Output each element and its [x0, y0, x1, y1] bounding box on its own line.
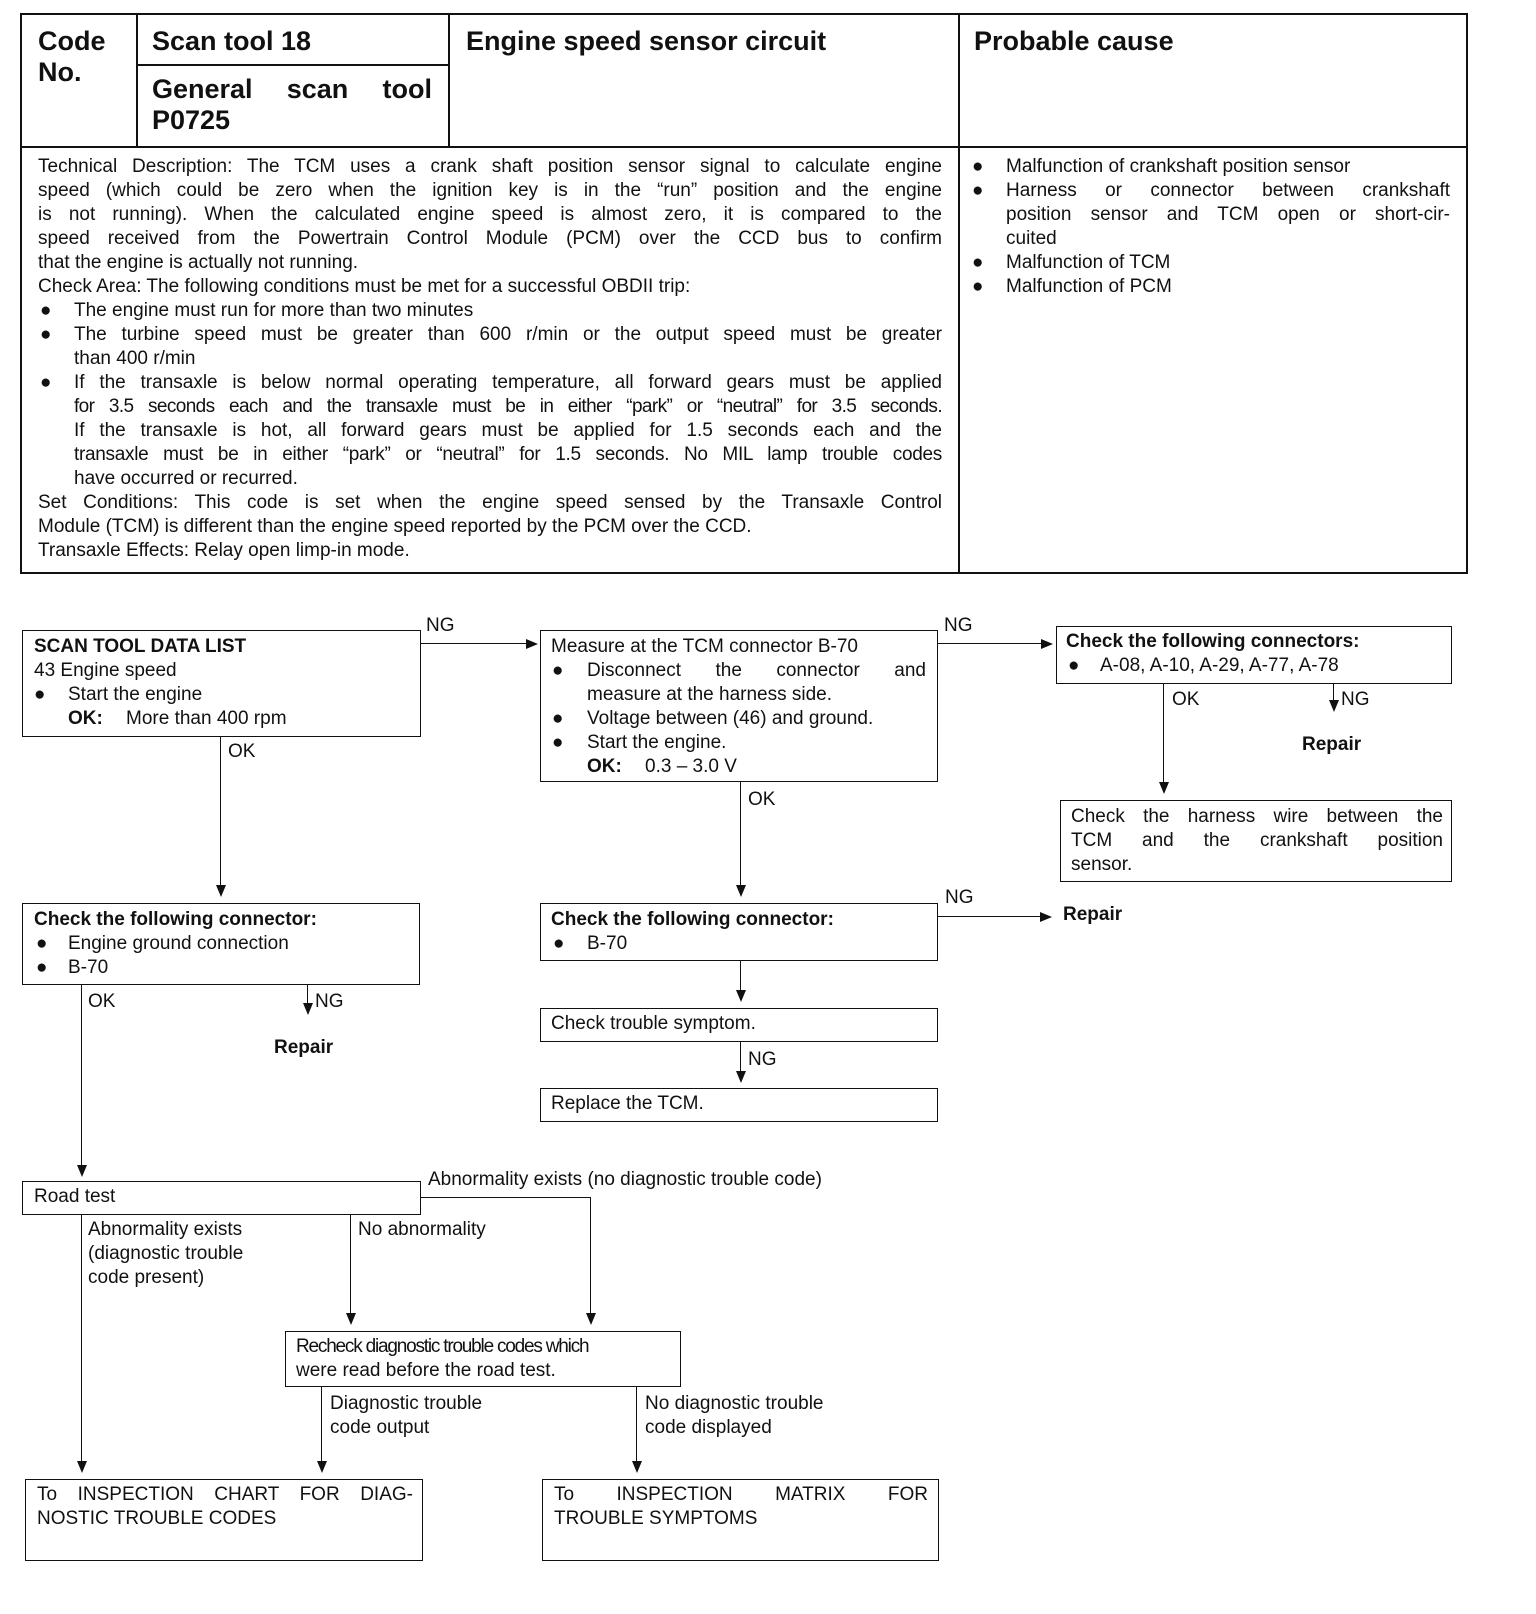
no-abnormality-label: No abnormality	[358, 1219, 486, 1240]
ng-label: NG	[315, 991, 344, 1012]
ok-label: OK:	[587, 756, 622, 777]
dtc-output-label: Diagnostic trouble	[330, 1393, 483, 1414]
replace-tcm-text: Replace the TCM.	[551, 1093, 704, 1114]
check-area-bullet: The turbine speed must be greater than 600 r/min or the output speed must be greater	[74, 324, 942, 345]
bullet-icon: ●	[972, 156, 984, 177]
arrow-down-icon	[303, 1003, 313, 1015]
ground-box-bullet: B-70	[68, 957, 109, 978]
code-no-label: Code No.	[38, 26, 106, 87]
abnormality-code-label: (diagnostic trouble	[88, 1243, 244, 1264]
bullet-icon: ●	[552, 660, 564, 681]
ok-label: OK	[748, 789, 776, 810]
connectors-box-title: Check the following connectors:	[1066, 631, 1360, 652]
probable-cause-title: Probable cause	[974, 26, 1174, 56]
flow-line	[220, 737, 221, 887]
dtc-output-label: code output	[330, 1417, 430, 1438]
ng-label: NG	[944, 615, 973, 636]
bullet-icon: ●	[552, 732, 564, 753]
inspection-matrix-text: TROUBLE SYMPTOMS	[554, 1508, 758, 1529]
abnormality-code-label: code present)	[88, 1267, 205, 1288]
check-area-bullet: have occurred or recurred.	[74, 468, 298, 489]
flow-line	[938, 916, 1041, 917]
circuit-title: Engine speed sensor circuit	[466, 26, 827, 56]
dtc-code: P0725	[152, 105, 231, 135]
ng-label: NG	[1341, 689, 1370, 710]
ok-label: OK:	[68, 708, 103, 729]
flow-line	[81, 1215, 82, 1463]
recheck-dtc-text: were read before the road test.	[296, 1360, 556, 1381]
arrow-down-icon	[346, 1313, 356, 1325]
harness-box-line: sensor.	[1071, 854, 1133, 875]
harness-box-line: Check the harness wire between the	[1071, 806, 1443, 827]
arrow-down-icon	[77, 1165, 87, 1177]
flow-line	[307, 985, 308, 1005]
bullet-icon: ●	[36, 957, 48, 978]
ground-box-bullet: Engine ground connection	[68, 933, 289, 954]
arrow-down-icon	[736, 1071, 746, 1083]
arrow-down-icon	[317, 1461, 327, 1473]
inspection-chart-text: To INSPECTION CHART FOR DIAG-	[37, 1484, 413, 1505]
bullet-icon: ●	[40, 372, 52, 393]
no-dtc-label: No diagnostic trouble	[645, 1393, 824, 1414]
measure-box-bullet: Voltage between (46) and ground.	[587, 708, 874, 729]
cause-item: Malfunction of TCM	[1006, 252, 1171, 273]
arrow-down-icon	[632, 1461, 642, 1473]
ng-label: NG	[748, 1049, 777, 1070]
description-line: speed received from the Powertrain Control Module (PCM) over the CCD bus to confirm	[38, 228, 942, 249]
description-line: that the engine is actually not running.	[38, 252, 359, 273]
ok-label: OK	[1172, 689, 1200, 710]
flow-line	[1163, 684, 1164, 784]
flow-line	[81, 985, 82, 1167]
flow-line	[321, 1387, 322, 1463]
arrow-down-icon	[216, 885, 226, 897]
bullet-icon: ●	[553, 933, 565, 954]
description-line: Technical Description: The TCM uses a crank shaft position sensor signal to calculate engine	[38, 156, 942, 177]
flow-line	[350, 1215, 351, 1315]
flow-line	[938, 643, 1042, 644]
ok-label: OK	[228, 741, 256, 762]
arrow-down-icon	[77, 1461, 87, 1473]
b70-box-title: Check the following connector:	[551, 909, 834, 930]
harness-box-line: TCM and the crankshaft position	[1071, 830, 1443, 851]
scan-tool-box-bullet: Start the engine	[68, 684, 203, 705]
divider	[20, 146, 1468, 148]
divider	[958, 14, 960, 573]
check-area-bullet: for 3.5 seconds each and the transaxle must be in either “park” or “neutral” for 3.5 seconds.	[74, 396, 942, 417]
ok-value: More than 400 rpm	[126, 708, 287, 729]
arrow-down-icon	[736, 885, 746, 897]
bullet-icon: ●	[972, 252, 984, 273]
divider	[448, 14, 450, 147]
bullet-icon: ●	[34, 684, 46, 705]
flow-line	[636, 1387, 637, 1463]
flow-line	[590, 1197, 591, 1315]
abnormality-no-code-label: Abnormality exists (no diagnostic trouble code)	[428, 1169, 822, 1190]
description-line: Check Area: The following conditions must be met for a successful OBDII trip:	[38, 276, 691, 297]
bullet-icon: ●	[1068, 655, 1080, 676]
measure-box-bullet: Start the engine.	[587, 732, 727, 753]
trouble-symptom-text: Check trouble symptom.	[551, 1013, 756, 1034]
divider	[136, 64, 449, 66]
description-line: Transaxle Effects: Relay open limp-in mode.	[38, 540, 410, 561]
flow-line	[740, 961, 741, 991]
ng-label: NG	[945, 887, 974, 908]
description-line: speed (which could be zero when the ignition key is in the “run” position and the engine	[38, 180, 942, 201]
cause-item: position sensor and TCM open or short-cir-	[1006, 204, 1450, 225]
repair-label: Repair	[274, 1037, 334, 1058]
bullet-icon: ●	[972, 180, 984, 201]
inspection-chart-text: NOSTIC TROUBLE CODES	[37, 1508, 277, 1529]
inspection-matrix-text: To INSPECTION MATRIX FOR	[554, 1484, 928, 1505]
check-area-bullet: than 400 r/min	[74, 348, 196, 369]
arrow-down-icon	[1159, 782, 1169, 794]
check-area-bullet: transaxle must be in either “park” or “neutral” for 1.5 seconds. No MIL lamp trouble codes	[74, 444, 942, 465]
flow-line	[421, 1197, 591, 1198]
cause-item: Malfunction of PCM	[1006, 276, 1172, 297]
flow-line	[740, 1042, 741, 1072]
divider	[136, 14, 138, 147]
scan-tool-box-title: SCAN TOOL DATA LIST	[34, 636, 247, 657]
arrow-down-icon	[736, 990, 746, 1002]
bullet-icon: ●	[40, 300, 52, 321]
arrow-down-icon	[586, 1313, 596, 1325]
b70-box-bullet: B-70	[587, 933, 628, 954]
arrow-right-icon	[526, 639, 538, 649]
recheck-dtc-text: Recheck diagnostic trouble codes which	[296, 1336, 589, 1357]
ng-label: NG	[426, 615, 455, 636]
measure-box-bullet: Disconnect the connector and	[587, 660, 926, 681]
repair-label: Repair	[1302, 734, 1362, 755]
ok-label: OK	[88, 991, 116, 1012]
bullet-icon: ●	[36, 933, 48, 954]
bullet-icon: ●	[552, 708, 564, 729]
check-area-bullet: If the transaxle is below normal operating temperature, all forward gears must be applied	[74, 372, 942, 393]
measure-box-bullet: measure at the harness side.	[587, 684, 833, 705]
cause-item: Harness or connector between crankshaft	[1006, 180, 1450, 201]
measure-box-title: Measure at the TCM connector B-70	[551, 636, 858, 657]
ok-value: 0.3 – 3.0 V	[645, 756, 737, 777]
scan-tool-label: Scan tool 18	[152, 26, 312, 56]
check-area-bullet: The engine must run for more than two minutes	[74, 300, 474, 321]
description-line: Set Conditions: This code is set when the engine speed sensed by the Transaxle Control	[38, 492, 942, 513]
description-line: is not running). When the calculated engine speed is almost zero, it is compared to the	[38, 204, 942, 225]
arrow-right-icon	[1041, 639, 1053, 649]
no-dtc-label: code displayed	[645, 1417, 772, 1438]
connectors-box-bullet: A-08, A-10, A-29, A-77, A-78	[1100, 655, 1339, 676]
description-line: Module (TCM) is different than the engine speed reported by the PCM over the CCD.	[38, 516, 752, 537]
abnormality-code-label: Abnormality exists	[88, 1219, 243, 1240]
repair-label: Repair	[1063, 904, 1123, 925]
flow-line	[421, 643, 527, 644]
cause-item: Malfunction of crankshaft position sensor	[1006, 156, 1351, 177]
check-area-bullet: If the transaxle is hot, all forward gears must be applied for 1.5 seconds each and the	[74, 420, 942, 441]
ground-box-title: Check the following connector:	[34, 909, 317, 930]
flow-line	[740, 782, 741, 887]
arrow-down-icon	[1329, 700, 1339, 712]
bullet-icon: ●	[972, 276, 984, 297]
general-scan-tool-label: General scan tool	[152, 74, 432, 104]
arrow-right-icon	[1040, 912, 1052, 922]
bullet-icon: ●	[40, 324, 52, 345]
cause-item: cuited	[1006, 228, 1057, 249]
road-test-text: Road test	[34, 1186, 116, 1207]
scan-tool-box-line: 43 Engine speed	[34, 660, 177, 681]
